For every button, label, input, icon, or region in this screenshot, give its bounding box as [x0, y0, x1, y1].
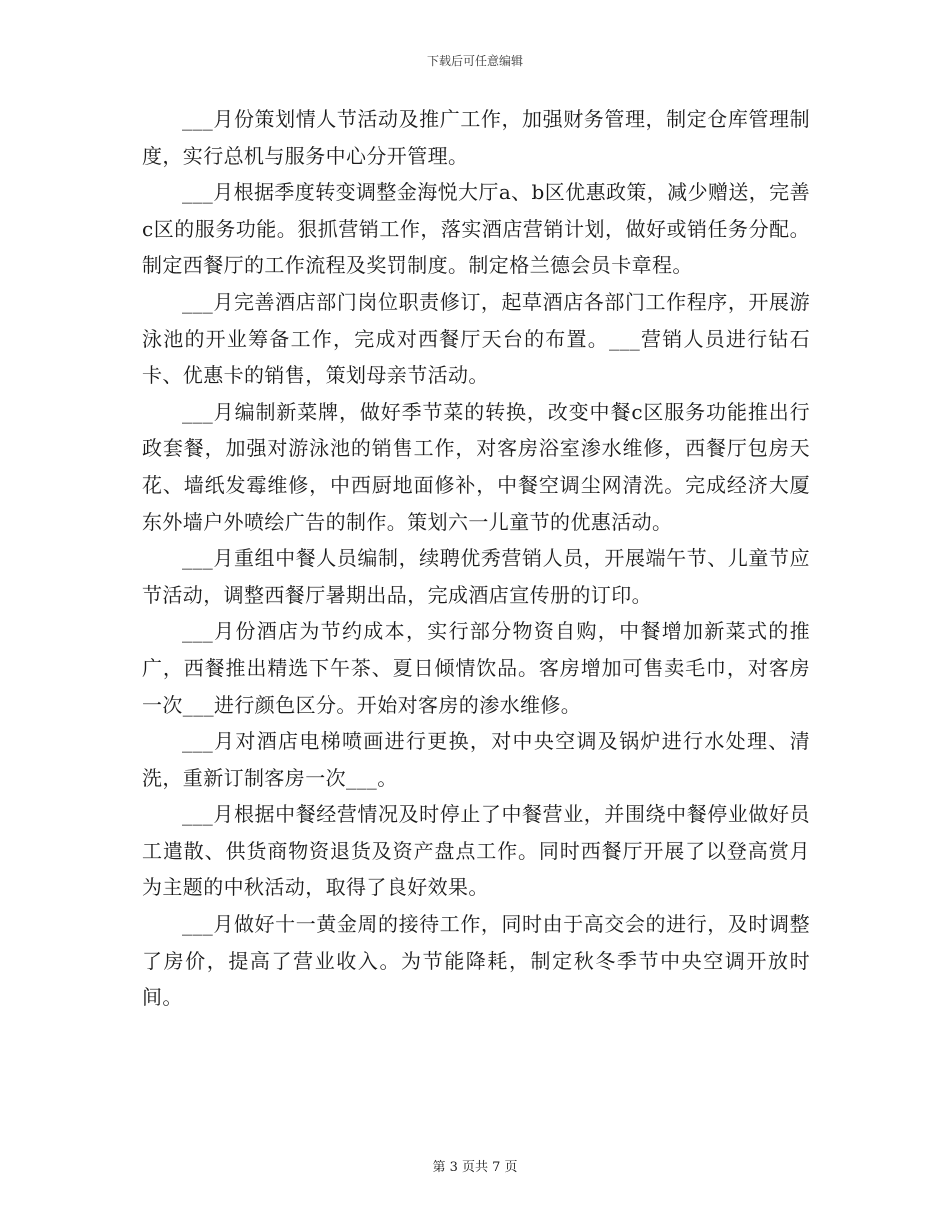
page-footer: 第 3 页共 7 页	[432, 1160, 518, 1175]
paragraph-5: ___月重组中餐人员编制，续聘优秀营销人员，开展端午节、儿童节应节活动，调整西餐厅暑期出品，完成酒店宣传册的订印。	[142, 546, 810, 607]
paragraph-4: ___月编制新菜牌，做好季节菜的转换，改变中餐c区服务功能推出行政套餐，加强对游泳池的销售工作，对客房浴室渗水维修，西餐厅包房天花、墙纸发霉维修，中西厨地面修补，中餐空调尘网清洗。完成经济大厦东外墙户外喷绘广告的制作。策划六一儿童节的优惠活动。	[142, 399, 810, 534]
document-body	[142, 101, 810, 1016]
paragraph-3: ___月完善酒店部门岗位职责修订，起草酒店各部门工作程序，开展游泳池的开业筹备工作，完成对西餐厅天台的布置。___营销人员进行钻石卡、优惠卡的销售，策划母亲节活动。	[142, 289, 810, 388]
paragraph-2: ___月根据季度转变调整金海悦大厅a、b区优惠政策，减少赠送，完善c区的服务功能。狠抓营销工作，落实酒店营销计划，做好或销任务分配。制定西餐厅的工作流程及奖罚制度。制定格兰德会员卡章程。	[142, 180, 810, 278]
paragraph-6: ___月份酒店为节约成本，实行部分物资自购，中餐增加新菜式的推广，西餐推出精选下午茶、夏日倾情饮品。客房增加可售卖毛巾，对客房一次___进行颜色区分。开始对客房的渗水维修。	[142, 619, 810, 717]
paragraph-9: ___月做好十一黄金周的接待工作，同时由于高交会的进行，及时调整了房价，提高了营业收入。为节能降耗，制定秋冬季节中央空调开放时间。	[142, 912, 810, 1010]
paragraph-8: ___月根据中餐经营情况及时停止了中餐营业，并围绕中餐停业做好员工遣散、供货商物资退货及资产盘点工作。同时西餐厅开展了以登高赏月为主题的中秋活动，取得了良好效果。	[142, 802, 810, 900]
paragraph-1: ___月份策划情人节活动及推广工作，加强财务管理，制定仓库管理制度，实行总机与服务中心分开管理。	[142, 107, 810, 168]
paragraph-7: ___月对酒店电梯喷画进行更换，对中央空调及锅炉进行水处理、清洗，重新订制客房一次___。	[142, 729, 810, 790]
page-header: 下载后可任意编辑	[426, 54, 523, 68]
